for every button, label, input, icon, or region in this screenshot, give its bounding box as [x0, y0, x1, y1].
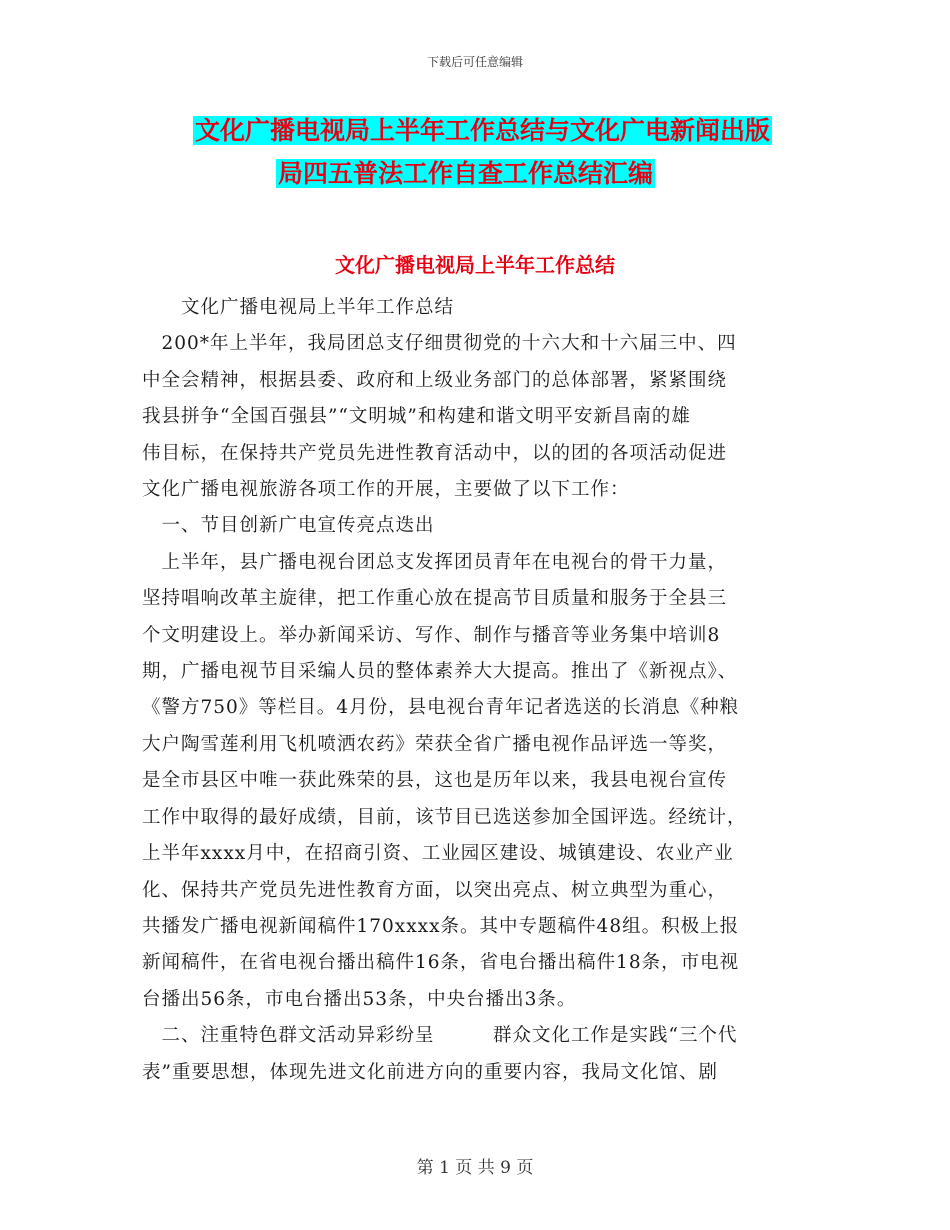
body-line: 文化广播电视旅游各项工作的开展，主要做了以下工作：: [142, 479, 630, 501]
document-title-line-2: 局四五普法工作自查工作总结汇编: [278, 159, 654, 188]
section-title: 文化广播电视局上半年工作总结: [335, 253, 615, 277]
body-line: 是全市县区中唯一获此殊荣的县，这也是历年以来，我县电视台宣传: [142, 770, 728, 792]
body-line: 上半年xxxx月中，在招商引资、工业园区建设、城镇建设、农业产业: [142, 843, 734, 865]
body-line: 个文明建设上。举办新闻采访、写作、制作与播音等业务集中培训8: [142, 624, 721, 646]
body-line: 我县拼争“全国百强县”“文明城”和构建和谐文明平安新昌南的雄: [142, 406, 691, 428]
body-line: 中全会精神，根据县委、政府和上级业务部门的总体部署，紧紧围绕: [142, 369, 728, 391]
document-title-line-1: 文化广播电视局上半年工作总结与文化广电新闻出版: [195, 116, 771, 145]
body-line: 新闻稿件，在省电视台播出稿件16条，省电台播出稿件18条，市电视: [142, 952, 740, 974]
body-line: 化、保持共产党员先进性教育方面，以突出亮点、树立典型为重心，: [142, 879, 728, 901]
body-line: 期，广播电视节目采编人员的整体素养大大提高。推出了《新视点》、: [142, 661, 738, 683]
body-line: 坚持唱响改革主旋律，把工作重心放在提高节目质量和服务于全县三: [142, 588, 728, 610]
body-line: 大户陶雪莲利用飞机喷洒农药》荣获全省广播电视作品评选一等奖，: [142, 733, 728, 755]
body-line: 台播出56条，市电台播出53条，中央台播出3条。: [142, 988, 577, 1010]
body-line: 表”重要思想，体现先进文化前进方向的重要内容，我局文化馆、剧: [142, 1061, 718, 1083]
body-line: 200*年上半年，我局团总支仔细贯彻党的十六大和十六届三中、四: [142, 333, 737, 355]
body-text: [142, 290, 812, 1091]
body-line: 一、节目创新广电宣传亮点迭出: [142, 515, 435, 537]
page-number-footer: 第 1 页 共 9 页: [416, 1158, 534, 1178]
body-line: 二、注重特色群文活动异彩纷呈 群众文化工作是实践“三个代: [142, 1025, 738, 1047]
header-note: 下载后可任意编辑: [426, 55, 523, 69]
body-line: 上半年，县广播电视台团总支发挥团员青年在电视台的骨干力量，: [142, 551, 728, 573]
body-line: 文化广播电视局上半年工作总结: [142, 297, 455, 318]
body-line: 《警方750》等栏目。4月份，县电视台青年记者选送的长消息《种粮: [142, 697, 740, 719]
body-line: 工作中取得的最好成绩，目前，该节目已选送参加全国评选。经统计，: [142, 806, 747, 828]
body-line: 伟目标，在保持共产党员先进性教育活动中，以的团的各项活动促进: [142, 442, 728, 464]
body-line: 共播发广播电视新闻稿件170xxxx条。其中专题稿件48组。积极上报: [142, 915, 740, 937]
